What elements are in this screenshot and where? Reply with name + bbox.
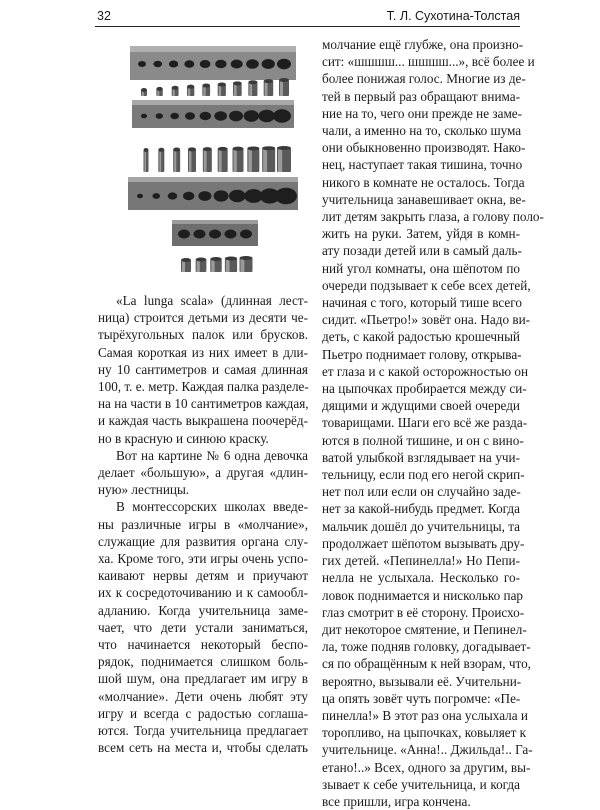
block-hole xyxy=(200,112,211,121)
cylinder-top xyxy=(196,258,207,262)
figure-montessori-materials xyxy=(124,40,302,280)
block-hole xyxy=(185,112,195,120)
text-line: на на части в 10 сантиметров каждая, xyxy=(98,396,309,412)
text-line: ны различные игры в «молчание», xyxy=(98,516,308,532)
text-line: чает, что дети устали заниматься, xyxy=(98,619,308,635)
page-number: 32 xyxy=(97,9,111,23)
text-line: делает «большую», а другая «длин- xyxy=(98,465,308,481)
text-line: рядок, поднимается слишком боль- xyxy=(98,654,308,670)
cylinder-top xyxy=(264,79,274,83)
text-line: очереди подзывает к себе всех детей, xyxy=(322,277,531,293)
cylinder-top xyxy=(218,82,226,86)
text-line: чали, а именно на то, сколько шума xyxy=(322,123,522,139)
text-line: ловок поднимается и нисколько пар xyxy=(322,587,524,603)
cylinder-highlight xyxy=(204,149,207,172)
cylinder-highlight xyxy=(265,81,268,96)
block-hole xyxy=(225,230,237,239)
cylinder-highlight xyxy=(219,149,222,172)
text-line: ватой улыбкой взглядывает на учи- xyxy=(322,449,520,465)
text-line: ет глаза и с какой осторожностью он xyxy=(322,363,529,379)
cylinder-top xyxy=(225,257,237,261)
cylinder-highlight xyxy=(226,259,230,273)
block-hole xyxy=(240,230,252,239)
text-line: ла, тоже подняв головку, догадывает- xyxy=(322,639,531,655)
cylinder-highlight xyxy=(263,148,267,172)
text-line: более понижая голос. Многие из де- xyxy=(322,71,526,87)
text-line: все пришли, игра кончена. xyxy=(322,793,471,809)
block-hole xyxy=(258,110,275,123)
block-hole xyxy=(183,192,194,201)
text-line: учительнице. «Анна!.. Джильда!.. Га- xyxy=(322,742,533,758)
block-hole xyxy=(141,114,147,119)
text-line: «молчание». Дети очень любят эту xyxy=(98,688,308,704)
cylinder-highlight xyxy=(249,82,252,96)
running-header xyxy=(95,9,520,27)
text-line: дит некоторое смятение, и Пепинел- xyxy=(322,621,527,637)
cylinder-top xyxy=(279,78,289,82)
cylinder-top xyxy=(277,146,291,150)
text-line: торопливо, на цыпочках, ковыляет к xyxy=(322,725,527,741)
block-hole xyxy=(273,109,291,123)
text-line: ние на то, чего они прежде не заме- xyxy=(322,105,523,121)
block-hole xyxy=(138,61,146,67)
text-line: каивают нервы детям и приучают xyxy=(98,568,308,584)
cylinder-top xyxy=(181,258,191,262)
cylinder-highlight xyxy=(280,80,283,96)
text-line: тельницу, если под его негой скрип- xyxy=(322,467,525,483)
cylinder-top xyxy=(210,257,222,261)
text-line: нет пол или если он случайно заде- xyxy=(322,484,521,500)
text-line: мальчик дошёл до учительницы, та xyxy=(322,518,520,534)
block-hole xyxy=(262,59,275,69)
montessori-cylinder-blocks-image xyxy=(124,40,302,280)
cylinder-highlight xyxy=(241,258,245,272)
text-line: Пьетро поднимает голову, открыва- xyxy=(322,346,522,362)
text-line: адланию. Когда учительница заме- xyxy=(98,602,308,618)
text-line: деть, с какой радостью крошечный xyxy=(322,329,520,345)
cylinder-highlight xyxy=(189,149,191,172)
block-hole xyxy=(194,230,206,239)
cylinder-top xyxy=(158,148,164,152)
text-line: вероятно, вызывали её. Учительни- xyxy=(322,673,522,689)
block-hole xyxy=(152,193,160,199)
text-line: начиная с того, который тише всего xyxy=(322,295,522,311)
text-line: товарищами. Шаги его всё же разда- xyxy=(322,415,528,431)
block-hole xyxy=(198,191,211,201)
text-line: ются в полной тишине, и он с вино- xyxy=(322,432,524,448)
cylinder-highlight xyxy=(159,150,161,172)
text-line: зывает к себе учительница, и когда xyxy=(322,776,520,792)
text-line: они обыкновенно производят. Нако- xyxy=(322,140,526,156)
text-line: дящими и ждущими своей очереди xyxy=(322,398,520,414)
text-line: их к сосредоточиванию и к самообл- xyxy=(98,585,308,601)
block-hole xyxy=(214,111,227,121)
block-hole xyxy=(200,60,211,68)
cylinder-top xyxy=(188,147,196,151)
cylinder-top xyxy=(248,80,257,84)
cylinder-highlight xyxy=(234,149,237,172)
block-hole xyxy=(178,230,190,239)
text-line: продолжает шёпотом вызывать дру- xyxy=(322,535,525,551)
text-line: глаз смотрит в её сторону. Происхо- xyxy=(322,604,525,620)
block-hole xyxy=(214,190,229,201)
text-line: Самая короткая из них имеет в дли- xyxy=(98,344,308,360)
cylinder-top xyxy=(187,85,194,89)
block-hole xyxy=(244,110,259,122)
block-hole xyxy=(215,60,226,69)
cylinder-highlight xyxy=(211,259,214,272)
text-line: ница) строится детьми из десяти че- xyxy=(98,310,308,326)
text-line: тырёхугольных палок или брусков. xyxy=(98,327,308,343)
cylinder-top xyxy=(173,148,180,152)
text-line: никого в комнате не осталось. Тогда xyxy=(322,174,525,190)
text-line: «La lunga scala» (длинная лест- xyxy=(116,293,308,308)
left-column xyxy=(98,292,308,756)
block-hole xyxy=(209,230,221,239)
cylinder-top xyxy=(218,147,228,151)
block-hole xyxy=(153,61,162,68)
cylinder-top xyxy=(233,81,242,85)
text-line: ца опять зовёт чуть погромче: «Пе- xyxy=(322,690,521,706)
text-line: нец, наступает такая тишина, точно xyxy=(322,157,523,173)
block-hole xyxy=(170,113,179,120)
block-hole xyxy=(246,59,259,69)
text-line: служащие для развития органа слу- xyxy=(98,533,308,549)
block-hole xyxy=(229,111,243,122)
text-line: что начинается некоторый беспо- xyxy=(98,637,308,653)
cylinder-top xyxy=(202,84,210,88)
text-line: ну 10 сантиметров и самая длинная xyxy=(98,361,308,377)
text-line: сит: «шшшш... шшшш...», всё более и xyxy=(322,54,535,70)
cylinder-top xyxy=(141,88,147,92)
text-line: ся по обращённым к ней взорам, что, xyxy=(322,656,531,672)
text-line: ха. Кроме того, эти игры очень успо- xyxy=(98,551,308,567)
text-line: етано!..» Всех, одного за другим, вы- xyxy=(322,759,531,775)
cylinder-top xyxy=(240,256,253,260)
block-hole xyxy=(277,59,291,70)
block-hole xyxy=(137,194,143,199)
text-line: пинелла!» В этот раз она услыхала и xyxy=(322,707,528,723)
cylinder-top xyxy=(247,146,259,150)
block-hole xyxy=(231,60,243,69)
text-line: и каждая часть выкрашена поочерёд- xyxy=(98,413,308,429)
cylinder-top xyxy=(203,147,212,151)
cylinder-highlight xyxy=(174,150,176,172)
text-line: шой шум, она предлагает им игру в xyxy=(98,671,308,687)
text-line: гих детей. «Пепинелла!» Но Пепи- xyxy=(322,553,520,569)
text-line: но в красную и синюю краску. xyxy=(98,430,269,446)
block-hole xyxy=(184,60,194,68)
cylinder-highlight xyxy=(278,148,282,172)
cylinder xyxy=(158,150,164,172)
text-line: всем сеть на места и, чтобы сделать xyxy=(98,740,308,756)
text-line: тей в первый раз обращают внима- xyxy=(322,88,520,104)
cylinder-highlight xyxy=(145,150,147,172)
text-line: ются. Тогда учительница предлагает xyxy=(98,723,308,739)
block-hole xyxy=(229,190,246,203)
text-line: ний угол комнаты, она шёпотом по xyxy=(322,260,520,276)
cylinder-highlight xyxy=(248,148,252,172)
cylinder-top xyxy=(144,148,149,152)
running-title: Т. Л. Сухотина-Толстая xyxy=(386,9,520,23)
text-line: ату позади детей или в самый даль- xyxy=(322,243,522,259)
text-line: на цыпочках пробирается между си- xyxy=(322,381,527,397)
block-hole xyxy=(156,113,163,119)
text-line: игру и всегда с радостью соглаша- xyxy=(98,705,308,721)
text-line: жить на руки. Затем, уйдя в комн- xyxy=(322,226,520,242)
block-hole xyxy=(169,61,178,68)
text-line: 100, т. е. метр. Каждая палка разделе- xyxy=(98,379,309,395)
cylinder-top xyxy=(233,147,244,151)
block-hole xyxy=(168,192,178,199)
right-column xyxy=(322,36,544,810)
cylinder-top xyxy=(172,86,179,90)
block-hole xyxy=(275,188,297,205)
text-line: Вот на картине № 6 одна девочка xyxy=(116,447,308,463)
text-line: нет за какой-нибудь предмет. Когда xyxy=(322,501,520,517)
text-line: ную» лестницы. xyxy=(98,482,190,498)
text-line: нелла не услыхала. Несколько го- xyxy=(322,570,520,586)
text-line: сидит. «Пьетро!» зовёт она. Надо ви- xyxy=(322,312,531,328)
cylinder-top xyxy=(156,87,162,91)
text-line: лит детям закрыть глаза, а голову поло- xyxy=(322,209,544,225)
text-line: молчание ещё глубже, она произно- xyxy=(322,37,524,52)
cylinder-top xyxy=(262,146,275,150)
text-line: учительница занавешивает окна, ве- xyxy=(322,191,526,207)
text-line: В монтессорских школах введе- xyxy=(116,499,308,515)
